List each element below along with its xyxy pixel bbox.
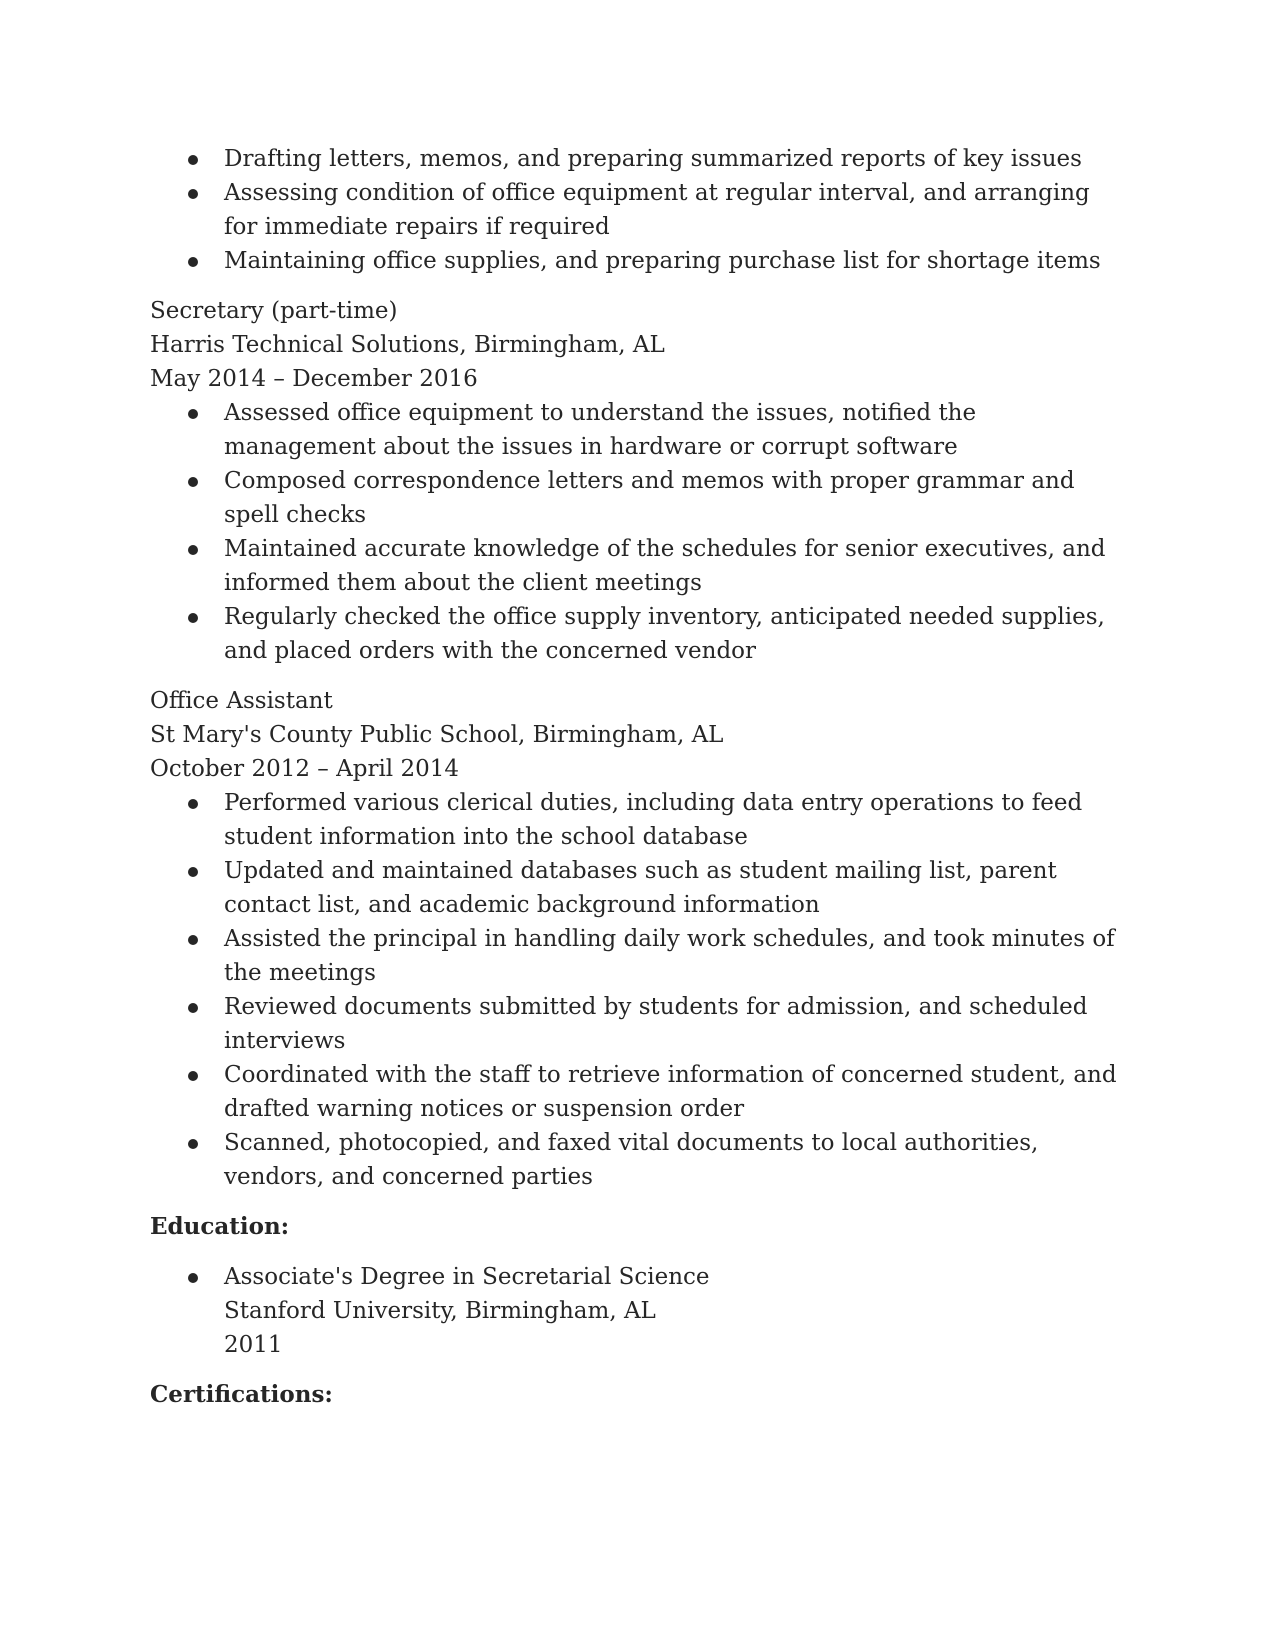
- bullet-icon: [188, 867, 198, 877]
- education-school: Stanford University, Birmingham, AL: [224, 1298, 656, 1324]
- previous-job-bullets: [150, 142, 1130, 278]
- bullet-icon: [188, 409, 198, 419]
- list-item: Maintained accurate knowledge of the schedules for senior executives, and informed them about the client meetings: [150, 532, 1130, 600]
- job-entry-secretary: [150, 294, 1130, 668]
- education-list: [150, 1260, 1130, 1362]
- list-item: Composed correspondence letters and memos with proper grammar and spell checks: [150, 464, 1130, 532]
- job-bullets: [150, 786, 1130, 1194]
- list-item: Maintaining office supplies, and preparing purchase list for shortage items: [150, 244, 1130, 278]
- job-bullets: [150, 396, 1130, 668]
- bullet-icon: [188, 189, 198, 199]
- job-title: Office Assistant: [150, 688, 333, 714]
- bullet-icon: [188, 935, 198, 945]
- list-item: Assessed office equipment to understand the issues, notified the management about the issues in hardware or corrupt software: [150, 396, 1130, 464]
- bullet-icon: [188, 477, 198, 487]
- job-company: St Mary's County Public School, Birmingham, AL: [150, 722, 724, 748]
- bullet-icon: [188, 545, 198, 555]
- bullet-icon: [188, 257, 198, 267]
- bullet-icon: [188, 613, 198, 623]
- list-item: Assessing condition of office equipment at regular interval, and arranging for immediate repairs if required: [150, 176, 1130, 244]
- list-item: Updated and maintained databases such as student mailing list, parent contact list, and academic background information: [150, 854, 1130, 922]
- list-item: Performed various clerical duties, including data entry operations to feed student information into the school database: [150, 786, 1130, 854]
- list-item: Regularly checked the office supply inventory, anticipated needed supplies, and placed orders with the concerned vendor: [150, 600, 1130, 668]
- resume-page: [150, 142, 1130, 1412]
- bullet-icon: [188, 1139, 198, 1149]
- list-item: [150, 1260, 1130, 1362]
- bullet-icon: [188, 1003, 198, 1013]
- bullet-icon: [188, 1071, 198, 1081]
- job-title: Secretary (part-time): [150, 298, 398, 324]
- education-year: 2011: [224, 1332, 283, 1358]
- job-dates: May 2014 – December 2016: [150, 366, 478, 392]
- list-item: Coordinated with the staff to retrieve information of concerned student, and drafted warning notices or suspension order: [150, 1058, 1130, 1126]
- list-item: Reviewed documents submitted by students for admission, and scheduled interviews: [150, 990, 1130, 1058]
- list-item: Scanned, photocopied, and faxed vital documents to local authorities, vendors, and concerned parties: [150, 1126, 1130, 1194]
- education-heading: Education:: [150, 1213, 290, 1240]
- list-item: Assisted the principal in handling daily work schedules, and took minutes of the meetings: [150, 922, 1130, 990]
- job-dates: October 2012 – April 2014: [150, 756, 460, 782]
- list-item: Drafting letters, memos, and preparing summarized reports of key issues: [150, 142, 1130, 176]
- certifications-heading: Certifications:: [150, 1381, 333, 1408]
- bullet-icon: [188, 155, 198, 165]
- job-company: Harris Technical Solutions, Birmingham, AL: [150, 332, 665, 358]
- job-entry-office-assistant: [150, 684, 1130, 1194]
- bullet-icon: [188, 799, 198, 809]
- education-degree: Associate's Degree in Secretarial Science: [224, 1264, 710, 1290]
- bullet-icon: [188, 1273, 198, 1283]
